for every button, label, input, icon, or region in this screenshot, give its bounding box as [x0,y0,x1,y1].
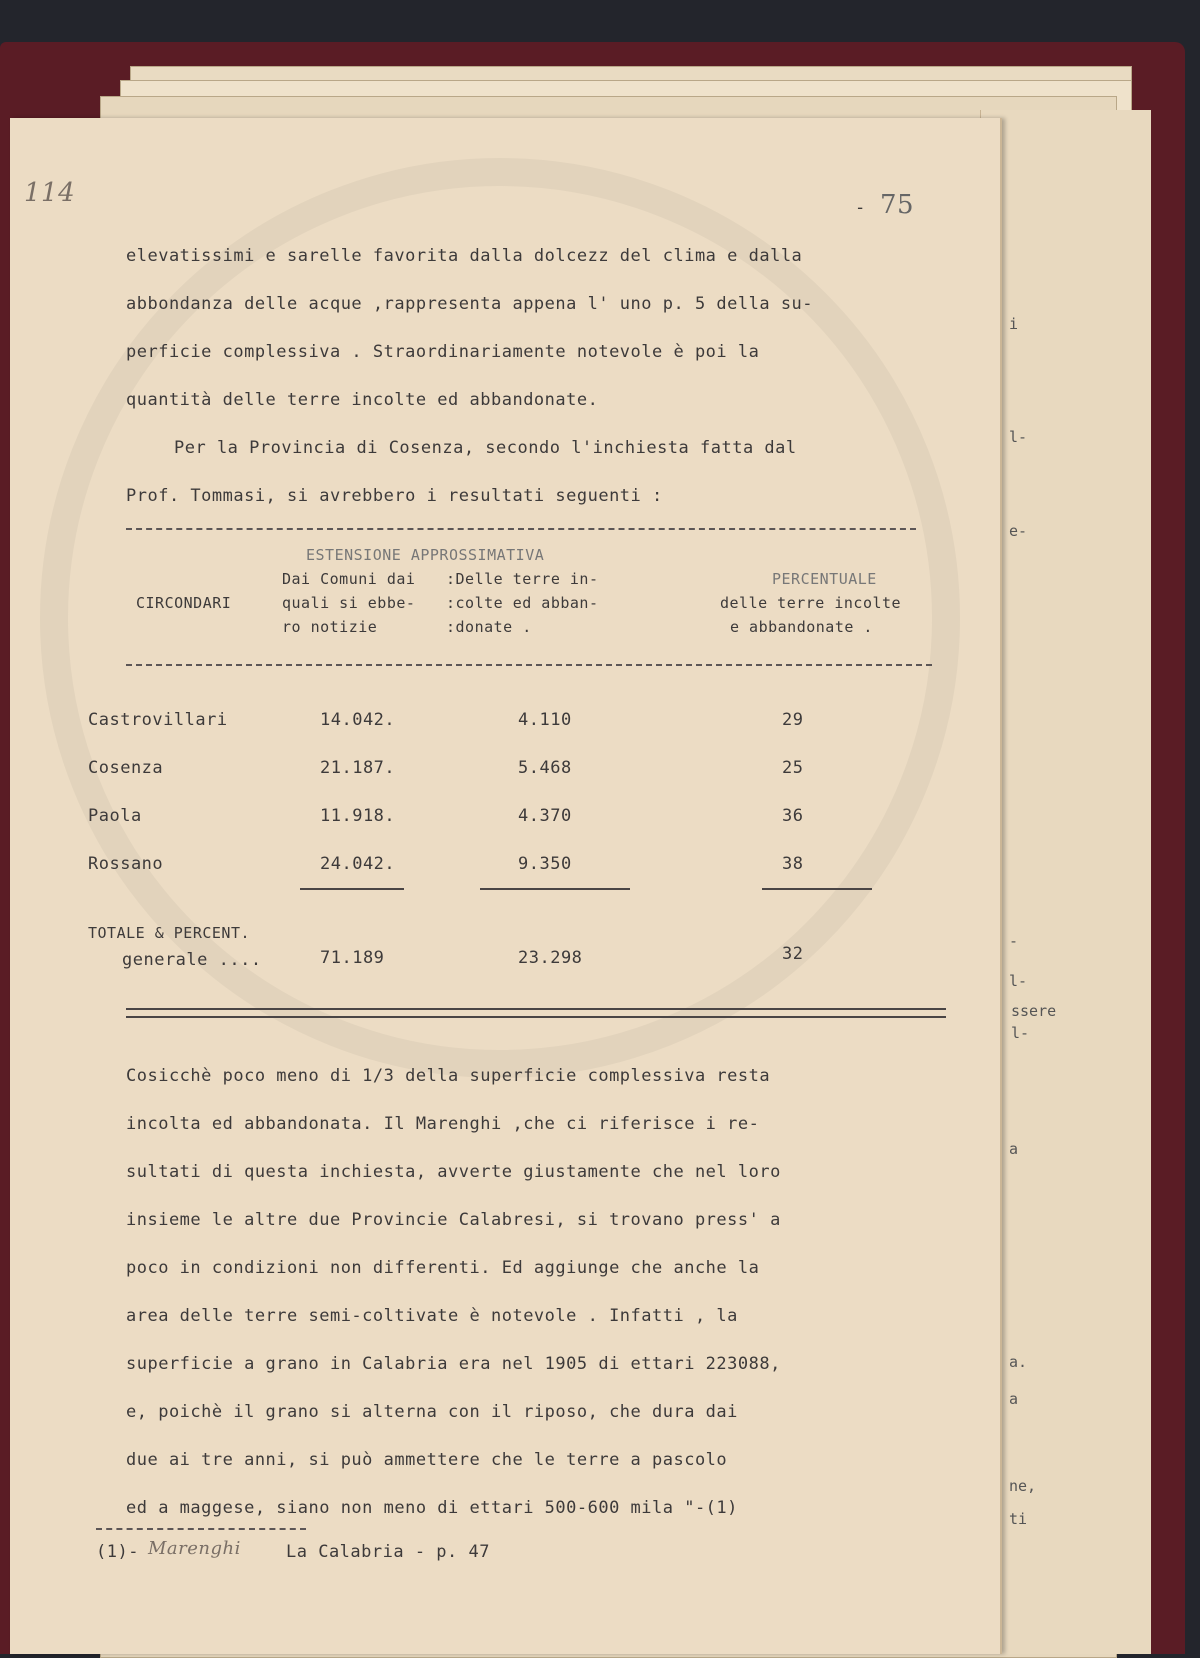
total-label: generale .... [122,950,262,970]
table-cell-comuni: 21.187. [320,758,396,778]
subtotal-rule [762,888,872,890]
document-page [10,118,1002,1654]
column-header-percentuale: e abbandonate . [730,618,873,636]
text-line: e, poichè il grano si alterna con il riposo, che dura dai [126,1402,738,1422]
page-number: 75 [880,190,915,220]
table-cell-incolte: 4.370 [518,806,572,826]
column-header-comuni: Dai Comuni dai [282,570,416,588]
subtotal-rule [480,888,630,890]
footnote-rule [96,1528,306,1530]
table-cell-incolte: 5.468 [518,758,572,778]
text-line: poco in condizioni non differenti. Ed aggiunge che anche la [126,1258,760,1278]
table-rule-bottom [126,1016,946,1018]
table-cell-incolte: 9.350 [518,854,572,874]
text-line: area delle terre semi-coltivate è notevole . Infatti , la [126,1306,738,1326]
column-header-percentuale: PERCENTUALE [772,570,877,588]
back-page [980,110,1151,1654]
table-cell-perc: 36 [782,806,804,826]
column-header-comuni: quali si ebbe- [282,594,416,612]
text-line: ed a maggese, siano non meno di ettari 500-600 mila "-(1) [126,1498,738,1518]
table-rule-top [126,528,916,530]
text-line: elevatissimi e sarelle favorita dalla dolcezz del clima e dalla [126,246,803,266]
table-rule-header [126,664,932,666]
text-line: incolta ed abbandonata. Il Marenghi ,che ci riferisce i re- [126,1114,760,1134]
footnote-handwritten: Marenghi [148,1538,241,1559]
text-line: quantità delle terre incolte ed abbandonate. [126,390,599,410]
table-cell-comuni: 24.042. [320,854,396,874]
back-page-fragment: l- [1009,972,1028,990]
column-header-incolte: :Delle terre in- [446,570,599,588]
text-line: abbondanza delle acque ,rappresenta appena l' uno p. 5 della su- [126,294,814,314]
footnote-text: La Calabria - p. 47 [286,1542,490,1562]
back-page-fragment: l- [1009,428,1028,446]
table-cell-comuni: 11.918. [320,806,396,826]
table-cell-perc: 25 [782,758,804,778]
text-line: sultati di questa inchiesta, avverte giustamente che nel loro [126,1162,781,1182]
back-page-fragment: a. [1009,1353,1028,1371]
margin-note: 114 [24,178,76,208]
text-line: Prof. Tommasi, si avrebbero i resultati seguenti : [126,486,663,506]
column-header-incolte: :donate . [446,618,532,636]
total-perc: 32 [782,944,804,964]
back-page-fragment: ssere [1011,1002,1057,1020]
table-cell-name: Rossano [88,854,164,874]
back-page-fragment: l- [1011,1024,1030,1042]
total-comuni: 71.189 [320,948,385,968]
column-header-comuni: ro notizie [282,618,378,636]
back-page-fragment: ne, [1009,1477,1037,1495]
table-group-header: ESTENSIONE APPROSSIMATIVA [306,546,545,564]
table-cell-perc: 38 [782,854,804,874]
table-cell-name: Paola [88,806,142,826]
table-cell-comuni: 14.042. [320,710,396,730]
text-line: due ai tre anni, si può ammettere che le terre a pascolo [126,1450,728,1470]
back-page-fragment: a [1009,1140,1019,1158]
subtotal-rule [300,888,404,890]
total-label: TOTALE & PERCENT. [88,924,251,942]
back-page-fragment: e- [1009,522,1028,540]
back-page-fragment: a [1009,1390,1019,1408]
column-header-circondari: CIRCONDARI [136,594,232,612]
text-line: superficie a grano in Calabria era nel 1905 di ettari 223088, [126,1354,781,1374]
column-header-incolte: :colte ed abban- [446,594,599,612]
footnote-marker: (1)- [96,1542,139,1562]
text-line: insieme le altre due Provincie Calabresi, si trovano press' a [126,1210,781,1230]
table-cell-name: Castrovillari [88,710,228,730]
table-cell-name: Cosenza [88,758,164,778]
table-cell-perc: 29 [782,710,804,730]
text-line: Per la Provincia di Cosenza, secondo l'inchiesta fatta dal [174,438,797,458]
back-page-fragment: i [1009,315,1019,333]
table-rule-bottom [126,1008,946,1010]
column-header-percentuale: delle terre incolte [720,594,902,612]
text-line: perficie complessiva . Straordinariamente notevole è poi la [126,342,760,362]
table-cell-incolte: 4.110 [518,710,572,730]
back-page-fragment: ti [1009,1510,1028,1528]
page-mark: - [855,198,866,218]
text-line: Cosicchè poco meno di 1/3 della superficie complessiva resta [126,1066,771,1086]
total-incolte: 23.298 [518,948,583,968]
back-page-fragment: - [1009,932,1019,950]
